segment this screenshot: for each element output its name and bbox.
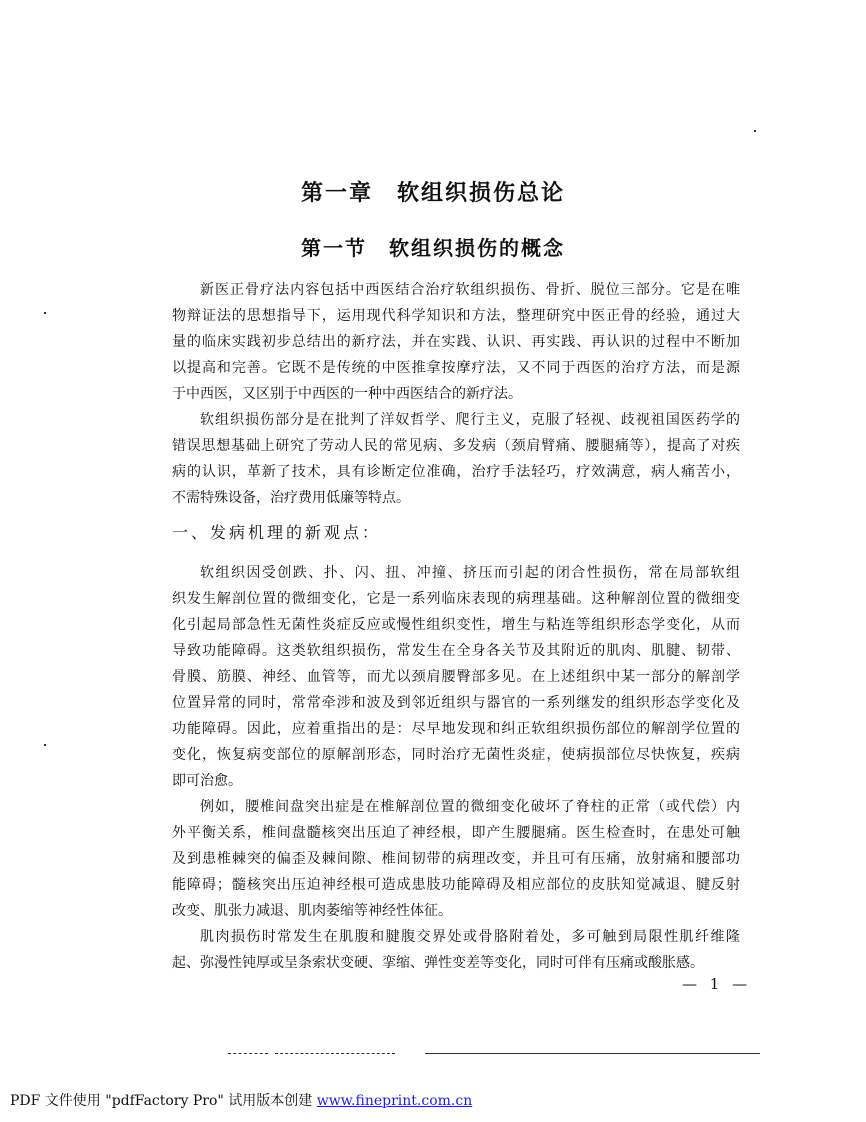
text-line: 外平衡关系，椎间盘髓核突出压迫了神经根，即产生腰腿痛。医生检查时，在患处可触 — [172, 825, 740, 841]
text-line: 不需特殊设备，治疗费用低廉等特点。 — [172, 490, 410, 506]
text-line: 起、弥漫性钝厚或呈条索状变硬、挛缩、弹性变差等变化，同时可伴有压痛或酸胀感。 — [172, 955, 704, 971]
text-line: 能障碍；髓核突出压迫神经根可造成患肢功能障碍及相应部位的皮肤知觉减退、腱反射 — [172, 877, 740, 893]
text-line: 以提高和完善。它既不是传统的中医推拿按摩疗法，又不同于西医的治疗方法，而是源 — [172, 360, 740, 376]
footer-link[interactable]: www.fineprint.com.cn — [316, 1093, 473, 1109]
text-line: 于中西医，又区别于中西医的一种中西医结合的新疗法。 — [172, 386, 522, 402]
text-line: 及到患椎棘突的偏歪及棘间隙、椎间韧带的病理改变，并且可有压痛，放射痛和腰部功 — [172, 851, 740, 867]
text-line: 改变、肌张力减退、肌肉萎缩等神经性体征。 — [172, 903, 452, 919]
section-title: 第一节 软组织损伤的概念 — [301, 236, 565, 260]
scan-speck — [44, 744, 46, 746]
text-line: 量的临床实践初步总结出的新疗法，并在实践、认识、再实践、再认识的过程中不断加 — [172, 334, 740, 350]
subheading: 一、发病机理的新观点： — [172, 523, 382, 542]
text-line: 肌肉损伤时常发生在肌腹和腱腹交界处或骨胳附着处，多可触到局限性肌纤维隆 — [200, 929, 740, 945]
intro-paragraphs — [172, 277, 740, 511]
scan-artifact-line — [275, 1053, 395, 1054]
scan-artifact-line — [228, 1053, 268, 1054]
scan-speck — [44, 312, 46, 314]
text-line: 病的认识，革新了技术，具有诊断定位准确，治疗手法轻巧，疗效满意，病人痛苦小， — [172, 464, 740, 480]
text-line: 织发生解剖位置的微细变化，它是一系列临床表现的病理基础。这种解剖位置的微细变 — [172, 591, 740, 607]
text-line: 物辩证法的思想指导下，运用现代科学知识和方法，整理研究中医正骨的经验，通过大 — [172, 308, 740, 324]
text-line: 化引起局部急性无菌性炎症反应或慢性组织变性，增生与粘连等组织形态学变化，从而 — [172, 617, 740, 633]
mechanism-paragraphs — [172, 560, 740, 976]
text-line: 软组织损伤部分是在批判了洋奴哲学、爬行主义，克服了轻视、歧视祖国医药学的 — [200, 412, 740, 428]
text-line: 新医正骨疗法内容包括中西医结合治疗软组织损伤、骨折、脱位三部分。它是在唯 — [200, 282, 740, 298]
text-line: 软组织因受创跌、扑、闪、扭、冲撞、挤压而引起的闭合性损伤，常在局部软组 — [200, 565, 740, 581]
chapter-title: 第一章 软组织损伤总论 — [300, 181, 565, 206]
footer-text: PDF 文件使用 "pdfFactory Pro" 试用版本创建 — [10, 1093, 317, 1109]
scan-artifact-line — [425, 1053, 760, 1054]
text-line: 变化，恢复病变部位的原解剖形态，同时治疗无菌性炎症，使病损部位尽快恢复，疾病 — [172, 747, 740, 763]
text-line: 位置异常的同时，常常牵涉和波及到邻近组织与器官的一系列继发的组织形态学变化及 — [172, 695, 740, 711]
page-number: — 1 — — [682, 975, 752, 993]
text-line: 功能障碍。因此，应着重指出的是：尽早地发现和纠正软组织损伤部位的解剖学位置的 — [172, 721, 740, 737]
text-line: 骨膜、筋膜、神经、血管等，而尤以颈肩腰臀部多见。在上述组织中某一部分的解剖学 — [172, 669, 740, 685]
scan-speck — [754, 130, 756, 132]
text-line: 导致功能障碍。这类软组织损伤，常发生在全身各关节及其附近的肌肉、肌腱、韧带、 — [172, 643, 740, 659]
text-line: 例如，腰椎间盘突出症是在椎解剖位置的微细变化破坏了脊柱的正常（或代偿）内 — [200, 799, 740, 815]
text-line: 即可治愈。 — [172, 773, 242, 789]
text-line: 错误思想基础上研究了劳动人民的常见病、多发病（颈肩臂痛、腰腿痛等），提高了对疾 — [172, 438, 740, 454]
pdf-footer — [10, 1090, 472, 1110]
